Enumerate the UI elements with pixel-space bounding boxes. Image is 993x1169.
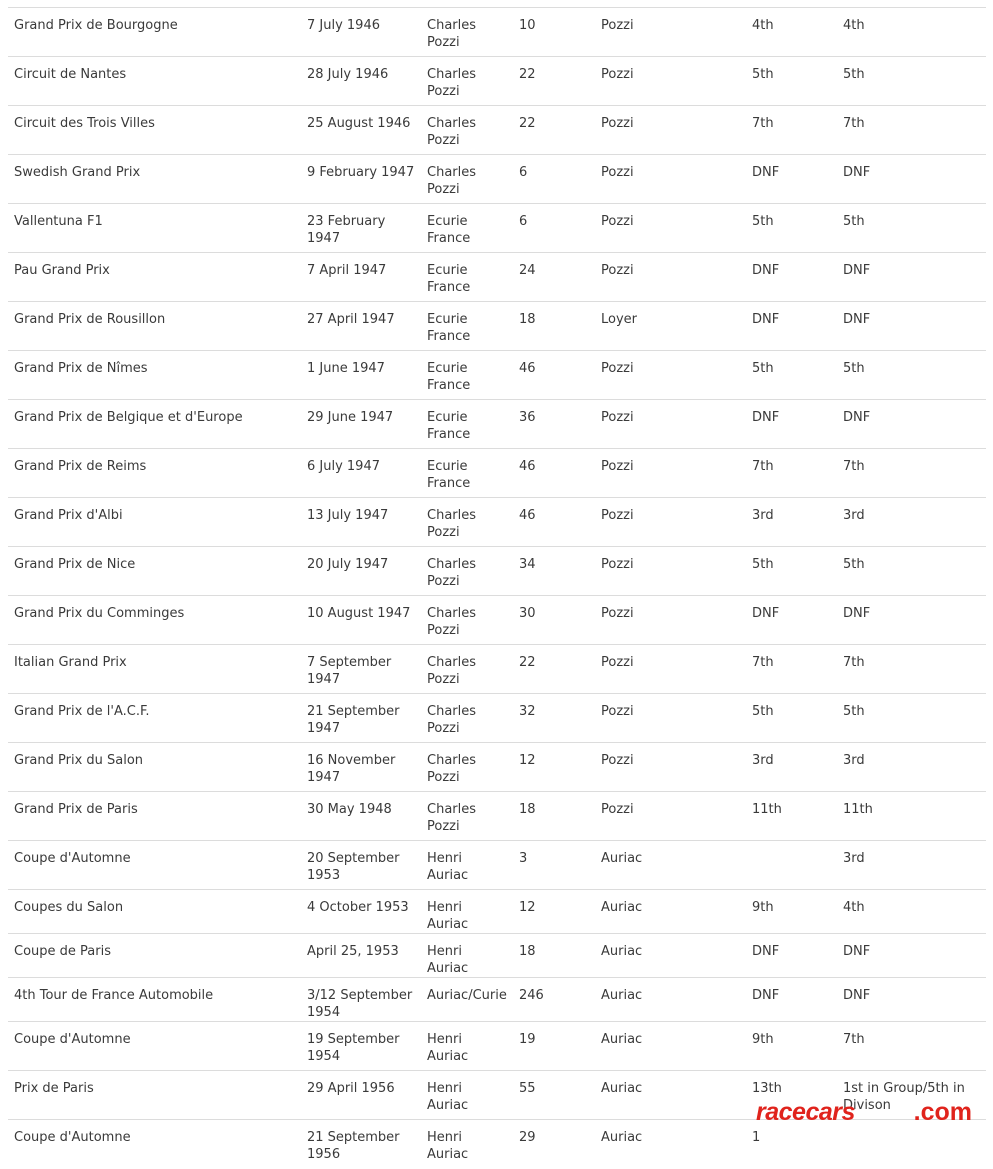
- car-number-cell: 30: [519, 606, 536, 621]
- race-name-cell: Circuit de Nantes: [14, 67, 127, 82]
- entrant-cell: Charles Pozzi: [427, 802, 477, 834]
- table-row: [8, 596, 986, 645]
- race-name-cell: Grand Prix de Reims: [14, 459, 147, 474]
- race-date-cell: 28 July 1946: [307, 67, 389, 82]
- race-date-cell: 13 July 1947: [307, 508, 389, 523]
- driver-cell: Pozzi: [601, 361, 634, 376]
- entrant-cell: Henri Auriac: [427, 944, 469, 976]
- car-number-cell: 34: [519, 557, 536, 572]
- overall-position-cell: 5th: [843, 704, 865, 719]
- table-row: [8, 743, 986, 792]
- race-date-cell: 29 April 1956: [307, 1081, 395, 1096]
- class-position-cell: 1: [752, 1130, 761, 1145]
- table-row: [8, 449, 986, 498]
- racecars-watermark-logo: [756, 1098, 978, 1128]
- class-position-cell: 5th: [752, 704, 774, 719]
- class-position-cell: 7th: [752, 116, 774, 131]
- table-row: [8, 498, 986, 547]
- driver-cell: Pozzi: [601, 508, 634, 523]
- table-row: [8, 547, 986, 596]
- table-row: [8, 694, 986, 743]
- table-row: [8, 253, 986, 302]
- entrant-cell: Henri Auriac: [427, 900, 469, 932]
- car-number-cell: 18: [519, 312, 536, 327]
- race-date-cell: 25 August 1946: [307, 116, 411, 131]
- driver-cell: Auriac: [601, 851, 643, 866]
- race-date-cell: 9 February 1947: [307, 165, 415, 180]
- race-name-cell: Swedish Grand Prix: [14, 165, 141, 180]
- class-position-cell: 5th: [752, 557, 774, 572]
- race-date-cell: 1 June 1947: [307, 361, 385, 376]
- race-name-cell: Grand Prix de Belgique et d'Europe: [14, 410, 243, 425]
- overall-position-cell: 11th: [843, 802, 873, 817]
- table-row: [8, 57, 986, 106]
- class-position-cell: DNF: [752, 165, 780, 180]
- car-number-cell: 12: [519, 900, 536, 915]
- driver-cell: Pozzi: [601, 18, 634, 33]
- driver-cell: Pozzi: [601, 753, 634, 768]
- overall-position-cell: DNF: [843, 944, 871, 959]
- driver-cell: Pozzi: [601, 557, 634, 572]
- table-row: [8, 841, 986, 890]
- car-number-cell: 29: [519, 1130, 536, 1145]
- overall-position-cell: 5th: [843, 361, 865, 376]
- driver-cell: Loyer: [601, 312, 638, 327]
- race-name-cell: Grand Prix de Nice: [14, 557, 136, 572]
- entrant-cell: Charles Pozzi: [427, 704, 477, 736]
- entrant-cell: Ecurie France: [427, 214, 471, 246]
- class-position-cell: 7th: [752, 655, 774, 670]
- class-position-cell: DNF: [752, 263, 780, 278]
- race-name-cell: Coupe d'Automne: [14, 1032, 131, 1047]
- entrant-cell: Auriac/Curie: [427, 988, 507, 1003]
- table-row: [8, 978, 986, 1022]
- race-name-cell: Coupe d'Automne: [14, 851, 131, 866]
- entrant-cell: Charles Pozzi: [427, 67, 477, 99]
- driver-cell: Pozzi: [601, 263, 634, 278]
- driver-cell: Pozzi: [601, 67, 634, 82]
- class-position-cell: 5th: [752, 214, 774, 229]
- class-position-cell: [746, 841, 837, 890]
- race-date-cell: 23 February 1947: [307, 214, 386, 246]
- entrant-cell: Henri Auriac: [427, 851, 469, 883]
- car-number-cell: 6: [519, 214, 528, 229]
- class-position-cell: 3rd: [752, 508, 774, 523]
- race-name-cell: Coupe de Paris: [14, 944, 111, 959]
- car-number-cell: 55: [519, 1081, 536, 1096]
- overall-position-cell: 3rd: [843, 851, 865, 866]
- entrant-cell: Ecurie France: [427, 361, 471, 393]
- entrant-cell: Charles Pozzi: [427, 753, 477, 785]
- overall-position-cell: DNF: [843, 165, 871, 180]
- car-number-cell: 22: [519, 67, 536, 82]
- race-date-cell: 29 June 1947: [307, 410, 394, 425]
- car-number-cell: 46: [519, 361, 536, 376]
- race-name-cell: Coupes du Salon: [14, 900, 124, 915]
- entrant-cell: Ecurie France: [427, 263, 471, 295]
- driver-cell: Auriac: [601, 1081, 643, 1096]
- class-position-cell: 5th: [752, 67, 774, 82]
- entrant-cell: Henri Auriac: [427, 1032, 469, 1064]
- class-position-cell: DNF: [752, 410, 780, 425]
- class-position-cell: 11th: [752, 802, 782, 817]
- overall-position-cell: DNF: [843, 410, 871, 425]
- table-row: [8, 302, 986, 351]
- class-position-cell: DNF: [752, 312, 780, 327]
- race-date-cell: 21 September 1956: [307, 1130, 400, 1162]
- driver-cell: Pozzi: [601, 802, 634, 817]
- overall-position-cell: DNF: [843, 312, 871, 327]
- race-name-cell: Circuit des Trois Villes: [14, 116, 155, 131]
- race-date-cell: 19 September 1954: [307, 1032, 400, 1064]
- race-date-cell: 30 May 1948: [307, 802, 392, 817]
- race-date-cell: 7 July 1946: [307, 18, 380, 33]
- entrant-cell: Charles Pozzi: [427, 165, 477, 197]
- race-name-cell: Grand Prix du Comminges: [14, 606, 185, 621]
- table-row: [8, 645, 986, 694]
- entrant-cell: Charles Pozzi: [427, 508, 477, 540]
- race-name-cell: Grand Prix de Nîmes: [14, 361, 148, 376]
- race-name-cell: Grand Prix de Bourgogne: [14, 18, 178, 33]
- overall-position-cell: 5th: [843, 67, 865, 82]
- table-row: [8, 106, 986, 155]
- entrant-cell: Henri Auriac: [427, 1081, 469, 1113]
- car-number-cell: 246: [519, 988, 544, 1003]
- class-position-cell: 13th: [752, 1081, 782, 1096]
- car-number-cell: 32: [519, 704, 536, 719]
- class-position-cell: 9th: [752, 1032, 774, 1047]
- entrant-cell: Charles Pozzi: [427, 116, 477, 148]
- driver-cell: Auriac: [601, 900, 643, 915]
- table-row: [8, 155, 986, 204]
- class-position-cell: 4th: [752, 18, 774, 33]
- race-date-cell: 27 April 1947: [307, 312, 395, 327]
- class-position-cell: DNF: [752, 944, 780, 959]
- car-number-cell: 3: [519, 851, 528, 866]
- race-date-cell: 10 August 1947: [307, 606, 411, 621]
- race-name-cell: Coupe d'Automne: [14, 1130, 131, 1145]
- class-position-cell: DNF: [752, 606, 780, 621]
- table-row: [8, 890, 986, 934]
- race-results-body: [8, 8, 986, 1169]
- car-number-cell: 10: [519, 18, 536, 33]
- entrant-cell: Charles Pozzi: [427, 606, 477, 638]
- table-row: [8, 792, 986, 841]
- table-row: [8, 351, 986, 400]
- car-number-cell: 46: [519, 508, 536, 523]
- overall-position-cell: 4th: [843, 18, 865, 33]
- car-number-cell: 12: [519, 753, 536, 768]
- race-date-cell: 20 September 1953: [307, 851, 400, 883]
- car-number-cell: 6: [519, 165, 528, 180]
- race-date-cell: April 25, 1953: [307, 944, 399, 959]
- race-date-cell: 20 July 1947: [307, 557, 389, 572]
- race-date-cell: 6 July 1947: [307, 459, 380, 474]
- race-name-cell: Prix de Paris: [14, 1081, 94, 1096]
- car-number-cell: 46: [519, 459, 536, 474]
- table-row: [8, 204, 986, 253]
- entrant-cell: Ecurie France: [427, 312, 471, 344]
- car-number-cell: 19: [519, 1032, 536, 1047]
- race-name-cell: Grand Prix de Paris: [14, 802, 138, 817]
- driver-cell: Auriac: [601, 1130, 643, 1145]
- entrant-cell: Charles Pozzi: [427, 655, 477, 687]
- class-position-cell: 5th: [752, 361, 774, 376]
- car-number-cell: 22: [519, 116, 536, 131]
- race-name-cell: Italian Grand Prix: [14, 655, 127, 670]
- driver-cell: Auriac: [601, 1032, 643, 1047]
- race-date-cell: 3/12 September 1954: [307, 988, 413, 1020]
- watermark-brand: racecars: [756, 1098, 855, 1126]
- car-number-cell: 18: [519, 802, 536, 817]
- table-row: [8, 400, 986, 449]
- entrant-cell: Henri Auriac: [427, 1130, 469, 1162]
- table-row: [8, 8, 986, 57]
- race-name-cell: Vallentuna F1: [14, 214, 103, 229]
- overall-position-cell: 7th: [843, 459, 865, 474]
- race-name-cell: Grand Prix d'Albi: [14, 508, 123, 523]
- overall-position-cell: 3rd: [843, 508, 865, 523]
- watermark-domain: .com: [913, 1098, 972, 1126]
- overall-position-cell: 7th: [843, 116, 865, 131]
- race-date-cell: 7 September 1947: [307, 655, 392, 687]
- class-position-cell: 3rd: [752, 753, 774, 768]
- driver-cell: Pozzi: [601, 165, 634, 180]
- driver-cell: Pozzi: [601, 704, 634, 719]
- class-position-cell: DNF: [752, 988, 780, 1003]
- driver-cell: Auriac: [601, 988, 643, 1003]
- car-number-cell: 18: [519, 944, 536, 959]
- driver-cell: Pozzi: [601, 214, 634, 229]
- car-number-cell: 24: [519, 263, 536, 278]
- race-name-cell: Grand Prix de Rousillon: [14, 312, 166, 327]
- overall-position-cell: DNF: [843, 988, 871, 1003]
- table-row: [8, 934, 986, 978]
- driver-cell: Pozzi: [601, 655, 634, 670]
- overall-position-cell: 7th: [843, 655, 865, 670]
- driver-cell: Pozzi: [601, 459, 634, 474]
- race-name-cell: Pau Grand Prix: [14, 263, 110, 278]
- overall-position-cell: DNF: [843, 263, 871, 278]
- entrant-cell: Ecurie France: [427, 410, 471, 442]
- race-name-cell: Grand Prix de l'A.C.F.: [14, 704, 150, 719]
- entrant-cell: Charles Pozzi: [427, 557, 477, 589]
- race-name-cell: 4th Tour de France Automobile: [14, 988, 214, 1003]
- race-date-cell: 7 April 1947: [307, 263, 387, 278]
- overall-position-cell: DNF: [843, 606, 871, 621]
- overall-position-cell: 1st in Group/5th in Divison: [843, 1081, 965, 1113]
- driver-cell: Pozzi: [601, 116, 634, 131]
- overall-position-cell: 7th: [843, 1032, 865, 1047]
- race-date-cell: 16 November 1947: [307, 753, 396, 785]
- driver-cell: Pozzi: [601, 606, 634, 621]
- entrant-cell: Ecurie France: [427, 459, 471, 491]
- overall-position-cell: 5th: [843, 214, 865, 229]
- race-date-cell: 21 September 1947: [307, 704, 400, 736]
- race-name-cell: Grand Prix du Salon: [14, 753, 144, 768]
- class-position-cell: 7th: [752, 459, 774, 474]
- entrant-cell: Charles Pozzi: [427, 18, 477, 50]
- car-number-cell: 36: [519, 410, 536, 425]
- car-number-cell: 22: [519, 655, 536, 670]
- driver-cell: Auriac: [601, 944, 643, 959]
- driver-cell: Pozzi: [601, 410, 634, 425]
- race-results-table: [8, 7, 986, 1169]
- class-position-cell: 9th: [752, 900, 774, 915]
- table-row: [8, 1022, 986, 1071]
- overall-position-cell: 5th: [843, 557, 865, 572]
- overall-position-cell: 3rd: [843, 753, 865, 768]
- race-date-cell: 4 October 1953: [307, 900, 409, 915]
- overall-position-cell: 4th: [843, 900, 865, 915]
